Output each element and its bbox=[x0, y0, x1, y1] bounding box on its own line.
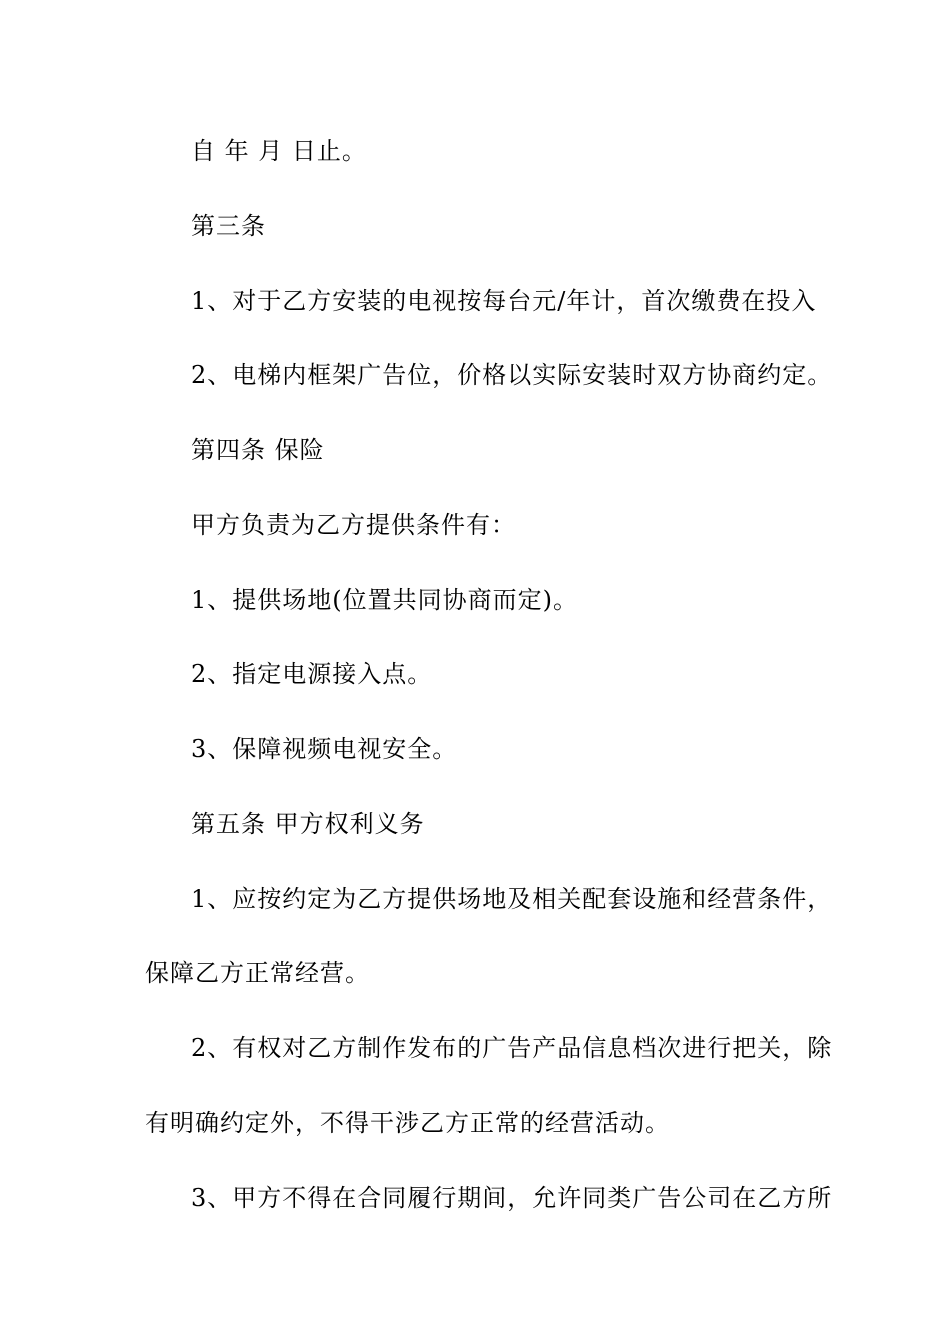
text-line: 1、提供场地(位置共同协商而定)。 bbox=[191, 586, 578, 614]
section-heading: 第三条 bbox=[191, 212, 266, 240]
text-line: 自 年 月 日止。 bbox=[191, 137, 367, 165]
section-heading: 第五条 甲方权利义务 bbox=[191, 810, 425, 838]
text-line: 1、应按约定为乙方提供场地及相关配套设施和经营条件， bbox=[191, 885, 833, 913]
text-line: 3、保障视频电视安全。 bbox=[191, 735, 458, 763]
text-line: 2、有权对乙方制作发布的广告产品信息档次进行把关，除 bbox=[191, 1034, 833, 1062]
text-line: 保障乙方正常经营。 bbox=[145, 959, 370, 987]
text-line: 2、指定电源接入点。 bbox=[191, 660, 433, 688]
text-line: 2、电梯内框架广告位，价格以实际安装时双方协商约定。 bbox=[191, 361, 833, 389]
text-line: 有明确约定外，不得干涉乙方正常的经营活动。 bbox=[145, 1109, 670, 1137]
text-line: 甲方负责为乙方提供条件有： bbox=[191, 511, 516, 539]
text-line: 3、甲方不得在合同履行期间，允许同类广告公司在乙方所 bbox=[191, 1184, 833, 1212]
section-heading: 第四条 保险 bbox=[191, 436, 325, 464]
text-line: 1、对于乙方安装的电视按每台元/年计，首次缴费在投入 bbox=[191, 287, 817, 315]
